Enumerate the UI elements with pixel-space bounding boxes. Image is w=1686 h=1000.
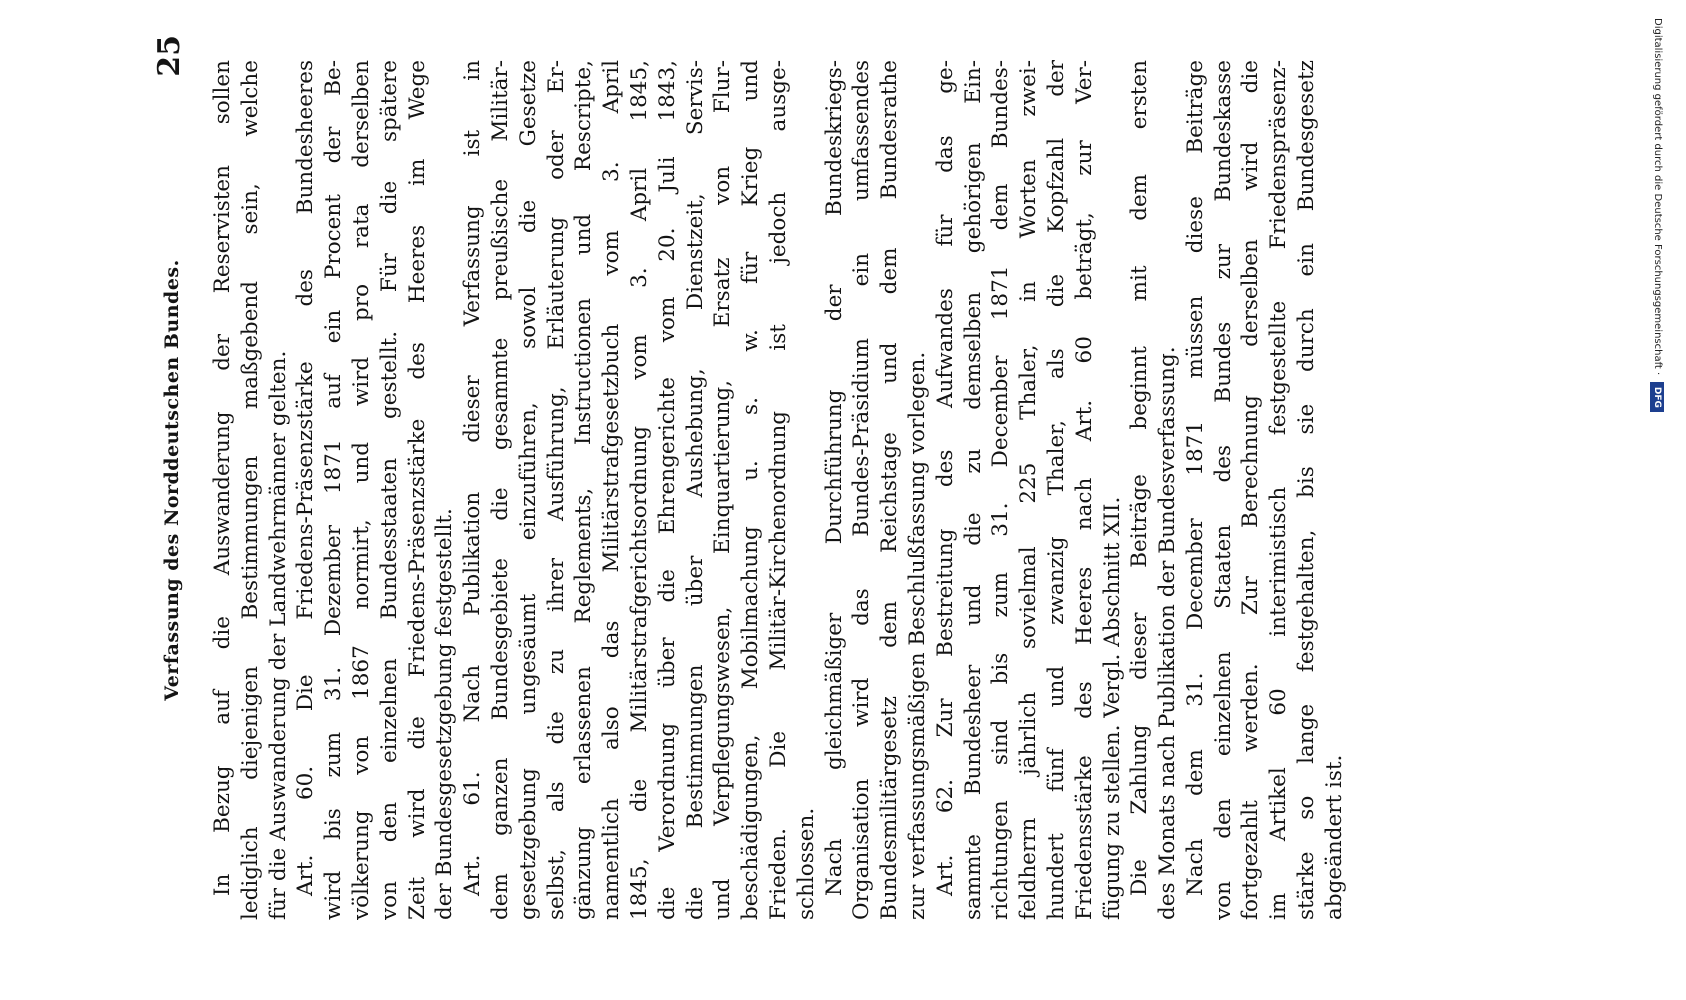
text-line: Zeit wird die Friedens-Präsenzstärke des Heeres im Wege — [404, 60, 430, 920]
text-line: schlossen. — [793, 807, 819, 920]
text-line: abgeändert ist. — [1321, 754, 1347, 920]
text-line: von den einzelnen Bundesstaaten gestellt. Für die spätere — [376, 60, 402, 920]
text-line: Art. 60. Die Friedens-Präsenzstärke des Bundesheeres — [293, 60, 319, 896]
text-line: gesetzgebung ungesäumt einzuführen, sowol die Gesetze — [515, 60, 541, 920]
body-text — [209, 60, 1349, 920]
page-number: 25 — [152, 35, 187, 77]
text-line: sammte Bundesheer und die zu demselben gehörigen Ein- — [960, 60, 986, 920]
text-line: Friedensstärke des Heeres nach Art. 60 beträgt, zur Ver- — [1071, 60, 1097, 920]
running-head: Verfassung des Norddeutschen Bundes. — [161, 259, 183, 701]
text-line: richtungen sind bis zum 31. December 1871 dem Bundes- — [988, 60, 1014, 920]
text-line: hundert fünf und zwanzig Thaler, als die Kopfzahl der — [1043, 60, 1069, 920]
page-header — [152, 35, 198, 925]
text-line: Art. 62. Zur Bestreitung des Aufwandes für das ge- — [932, 60, 958, 896]
text-line: feldherrn jährlich sovielmal 225 Thaler, in Worten zwei- — [1016, 60, 1042, 920]
text-line: Nach dem 31. December 1871 müssen diese Beiträge — [1182, 60, 1208, 896]
digitization-credit — [1648, 18, 1666, 408]
text-line: lediglich diejenigen Bestimmungen maßgebend sein, welche — [237, 60, 263, 920]
text-line: fügung zu stellen. Vergl. Abschnitt XII. — [1099, 496, 1125, 920]
text-line: und Verpflegungswesen, Einquartierung, Ersatz von Flur- — [710, 60, 736, 920]
text-line: stärke so lange festgehalten, bis sie durch ein Bundesgesetz — [1294, 60, 1320, 920]
text-line: In Bezug auf die Auswanderung der Reservisten sollen — [210, 60, 235, 896]
dfg-logo-icon: DFG — [1650, 382, 1664, 412]
credit-text: Digitalisierung gefördert durch die Deutsche Forschungsgemeinschaft · — [1652, 18, 1663, 376]
rotated-book-page — [63, 0, 1638, 975]
text-line: die Verordnung über die Ehrengerichte vom 20. Juli 1843, — [654, 60, 680, 920]
text-line: dem ganzen Bundesgebiete die gesammte preußische Militär- — [487, 60, 513, 920]
text-line: Organisation wird das Bundes-Präsidium ein umfassendes — [849, 60, 875, 920]
text-line: für die Auswanderung der Landwehrmänner gelten. — [265, 350, 291, 920]
text-line: wird bis zum 31. Dezember 1871 auf ein Procent der Be- — [321, 60, 347, 920]
text-line: zur verfassungsmäßigen Beschlußfassung vorlegen. — [904, 351, 930, 920]
text-line: 1845, die Militärstrafgerichtsordnung vom 3. April 1845, — [626, 60, 652, 920]
text-line: beschädigungen, Mobilmachung u. s. w. für Krieg und — [738, 60, 764, 920]
text-line: Nach gleichmäßiger Durchführung der Bundeskriegs- — [821, 60, 847, 896]
text-line: Frieden. Die Militär-Kirchenordnung ist jedoch ausge- — [765, 60, 791, 920]
text-line: im Artikel 60 interimistisch festgestellte Friedenspräsenz- — [1266, 60, 1292, 920]
text-line: fortgezahlt werden. Zur Berechnung derselben wird die — [1238, 60, 1264, 920]
text-line: gänzung erlassenen Reglements, Instructionen und Rescripte, — [571, 60, 597, 920]
text-line: des Monats nach Publikation der Bundesverfassung. — [1155, 346, 1181, 920]
text-line: Art. 61. Nach Publikation dieser Verfassung ist in — [460, 60, 486, 896]
text-line: die Bestimmungen über Aushebung, Dienstzeit, Servis- — [682, 60, 708, 920]
text-line: völkerung von 1867 normirt, und wird pro rata derselben — [348, 60, 374, 920]
text-line: von den einzelnen Staaten des Bundes zur Bundeskasse — [1210, 60, 1236, 920]
text-line: der Bundesgesetzgebung festgestellt. — [432, 508, 458, 920]
text-line: Die Zahlung dieser Beiträge beginnt mit dem ersten — [1127, 60, 1153, 896]
text-line: Bundesmilitärgesetz dem Reichstage und dem Bundesrathe — [877, 60, 903, 920]
text-line: namentlich also das Militärstrafgesetzbuch vom 3. April — [599, 60, 625, 920]
text-line: selbst, als die zu ihrer Ausführung, Erläuterung oder Er- — [543, 60, 569, 920]
